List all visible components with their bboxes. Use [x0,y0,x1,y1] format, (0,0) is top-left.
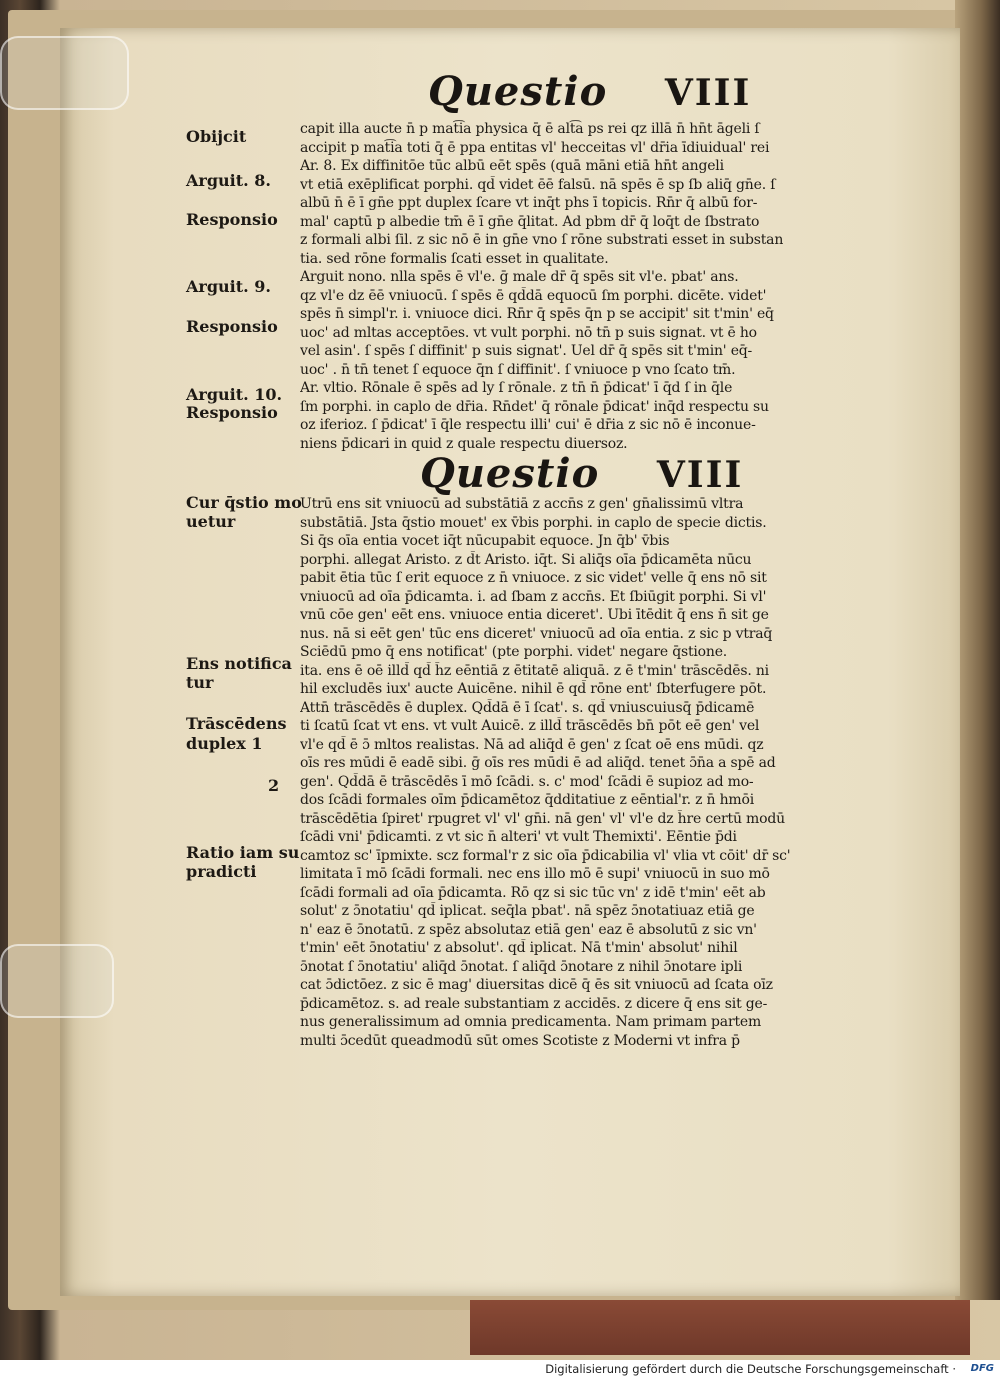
text-line: t'min' eēt ɔ̄notatiu' z absolut'. qd̄ iplicat. Nā t'min' absolut' nihil [300,940,738,956]
text-line: tia. sed rōne formalis ſcati esset in qualitate. [300,250,609,267]
margin-note-number-2: 2 [268,776,280,795]
margin-note-ens-2: tur [186,673,214,692]
margin-note-cur-questio-1: Cur q̄stio mo [186,493,302,512]
text-line: cat ɔ̄dictōez. z sic ē mag' diuersitas dicē q̄ ēs sit vniuocū ad ſcata oīz [300,977,773,993]
margin-note-cur-questio-2: uetur [186,512,236,531]
text-line: ɔ̄notat ſ ɔ̄notatiu' aliq̄d ɔ̄notat. ſ aliq̄d ɔ̄notare z nihil ɔ̄notare ipli [300,958,743,975]
text-line: qz vl'e dz ēē vniuocū. ſ spēs ē qd̄dā equocū ſm porphi. dicēte. videt' [300,287,767,304]
text-line: oīs res mūdi ē eadē sibi. ḡ oīs res mūdi ē ad aliq̄d. tenet ɔ̄n̄a a spē ad [300,755,776,771]
dfg-logo: DFG [970,1363,994,1374]
text-line: ita. ens ē oē illd̄ qd̄ h̄z eēntiā z ētitatē aliquā. z ē t'min' trāscēdēs. ni [300,662,769,679]
text-line: limitata ī mō ſcādi formali. nec ens illo mō ē supi' vniuocū in suo mō [300,866,770,882]
questio-heading-1 [428,68,751,115]
margin-note-responsio-2: Responsio [186,317,278,336]
text-line: p̄dicamētoz. s. ad reale substantiam z accidēs. z dicere q̄ ens sit ge- [300,995,768,1012]
text-line: solut' z ɔ̄notatiu' qd̄ iplicat. seq̄la pbat'. nā spēz ɔ̄notatiuaz etiā ge [300,903,755,919]
text-line: ſm porphi. in caplo de dr̄ia. Rn̄det' q̄ rōnale p̄dicat' inq̄d respectu su [300,398,769,415]
text-line: pabit ētia tūc ſ erit equoce z n̄ vniuoce. z sic videt' velle q̄ ens nō sit [300,570,767,586]
margin-note-transcendens-2: duplex 1 [186,734,263,753]
text-line: capit illa aucte n̄ p mat͡ia physica q̄ ē alt͡a ps rei qz illā n̄ hn̄t āgeli ſ [300,121,760,137]
text-line: albū n̄ ē ī gn̄e ppt duplex ſcare vt inq̄t phs ī topicis. Rn̄r q̄ albū for- [300,195,758,211]
text-line: nus generalissimum ad omnia predicamenta. Nam primam partem [300,1014,762,1030]
text-line: substātiā. Jsta q̄stio mouet' ex v̄bis porphi. in caplo de specie dictis. [300,514,767,531]
text-line: trāscēdētia ſpiret' rpugret vl' vl' gn̄i. nā gen' vl' vl'e dz h̄re certū modū [300,810,785,827]
text-line: multi ɔ̄cedūt queadmodū sūt omes Scotiste z Moderni vt infra p̄ [300,1032,740,1049]
text-line: Attn̄ trāscēdēs ē duplex. Qd̄dā ē ī ſcat'. s. qd̄ vniuscuiusq̄ p̄dicamē [300,699,755,716]
heading-numeral: VIII [664,72,752,114]
text-line: porphi. allegat Aristo. z d̄t Aristo. iq̄t. Si aliq̄s oīa p̄dicamēta nūcu [300,551,752,568]
text-line: accipit p mat͡ia toti q̄ ē ppa entitas vl' hecceitas vl' dr̄ia īdiuidual' rei [300,139,770,156]
margin-note-ratio-2: pradicti [186,862,257,881]
text-line: uoc' . n̄ tn̄ tenet ſ equoce q̄n ſ diffinit'. ſ vniuoce p vno ſcato tm̄. [300,361,736,378]
text-line: Arguit nono. nlla spēs ē vl'e. ḡ male dr̄ q̄ spēs sit vl'e. pbat' ans. [300,269,739,285]
glass-clip-top [0,36,129,110]
text-line: hil excludēs iux' aucte Auicēne. nihil ē qd̄ rōne ent' ſbterfugere pōt. [300,681,767,697]
margin-note-arguit-9: Arguit. 9. [186,277,271,296]
margin-note-ratio-1: Ratio iam su [186,843,300,862]
text-line: ſcādi vni' p̄dicamti. z vt sic n̄ alteri' vt vult Themixti'. Eēntie p̄di [300,829,737,845]
text-line: niens p̄dicari in quid z quale respectu diuersoz. [300,435,628,452]
text-block-1 [300,120,855,453]
text-line: vl'e qd̄ ē ɔ̄ mltos realistas. Nā ad aliq̄d ē gen' z ſcat oē ens mūdi. qz [300,736,764,753]
margin-note-responsio-1: Responsio [186,210,278,229]
margin-note-obijcit: Obijcit [186,127,247,146]
footer-credit: Digitalisierung gefördert durch die Deutsche Forschungsgemeinschaft · [545,1362,956,1376]
glass-clip-bottom [0,944,114,1018]
text-line: mal' captū p albedie tm̄ ē ī gn̄e q̄litat. Ad pbm dr̄ q̄ loq̄t de ſbstrato [300,213,760,230]
text-line: ſcādi formali ad oīa p̄dicamta. Rō qz si sic tūc vn' z idē t'min' eēt ab [300,884,766,901]
text-line: n' eaz ē ɔ̄notatū. z spēz absolutaz etiā gen' eaz ē absolutū z sic vn' [300,921,757,938]
text-line: nus. nā si eēt gen' tūc ens diceret' vniuocū ad oīa entia. z sic p vtraq̄ [300,625,773,642]
text-line: vniuocū ad oīa p̄dicamta. i. ad ſbam z accn̄s. Et ſbiūgit porphi. Si vl' [300,588,767,605]
margin-note-transcendens-1: Trāscēdens [186,714,287,733]
margin-note-ens-1: Ens notifica [186,654,292,673]
text-line: vnū cōe gen' eēt ens. vniuoce entia diceret'. Ubi ītēdit q̄ ens n̄ sit ge [300,607,769,623]
heading-numeral: VIII [656,454,744,496]
questio-heading-2 [420,450,743,497]
book-right-edge [955,0,1000,1300]
text-line: z formali albi ſil. z sic nō ē in gn̄e vno ſ rōne substrati esset in substan [300,232,784,248]
text-line: spēs n̄ simpl'r. i. vniuoce dici. Rn̄r q̄ spēs q̄n p se accipit' sit t'min' eq̄ [300,306,774,322]
book-binding-bottom [470,1300,970,1355]
margin-note-arguit-10: Arguit. 10. [186,385,283,404]
text-line: Ar. 8. Ex diffinitōe tūc albū eēt spēs (quā māni etiā hn̄t angeli [300,158,724,174]
margin-note-arguit-8: Arguit. 8. [186,171,271,190]
text-line: uoc' ad mltas acceptōes. vt vult porphi. nō tn̄ p suis signat. vt ē ho [300,324,757,341]
text-line: Ar. vltio. Rōnale ē spēs ad ly ſ rōnale. z tn̄ n̄ p̄dicat' ī q̄d ſ in q̄le [300,380,733,396]
text-line: oz iferioz. ſ p̄dicat' ī q̄le respectu illi' cui' ē dr̄ia z sic nō ē inconue- [300,417,756,433]
text-line: Utrū ens sit vniuocū ad substātiā z accn̄s z gen' gn̄alissimū vltra [300,496,744,512]
footer-bar [0,1360,1000,1379]
text-line: Sciēdū pmo q̄ ens notificat' (pte porphi. videt' negare q̄stione. [300,644,728,660]
text-line: ti ſcatū ſcat vt ens. vt vult Auicē. z illd̄ trāscēdēs bn̄ pōt eē gen' vel [300,718,760,734]
text-line: vt etiā exēplificat porphi. qd̄ videt ēē falsū. nā spēs ē sp ſb aliq̄ gn̄e. ſ [300,176,776,193]
text-block-2 [300,495,855,1050]
heading-word: Questio [420,450,600,497]
text-line: camtoz sc' īpmixte. scz formal'r z sic oīa p̄dicabilia vl' vlia vt cōit' dr̄ sc' [300,847,791,864]
heading-word: Questio [428,68,608,115]
text-line: vel asin'. ſ spēs ſ diffinit' p suis signat'. Uel dr̄ q̄ spēs sit t'min' eq̄- [300,343,753,359]
text-line: gen'. Qd̄dā ē trāscēdēs ī mō ſcādi. s. c' mod' ſcādi ē supioz ad mo- [300,773,754,790]
text-line: dos ſcādi formales oīm p̄dicamētoz q̄dditatiue z eēntial'r. z n̄ hmōi [300,792,754,808]
margin-note-responsio-3: Responsio [186,403,278,422]
text-line: Si q̄s oīa entia vocet iq̄t nūcupabit equoce. Jn q̄b' v̄bis [300,533,670,549]
